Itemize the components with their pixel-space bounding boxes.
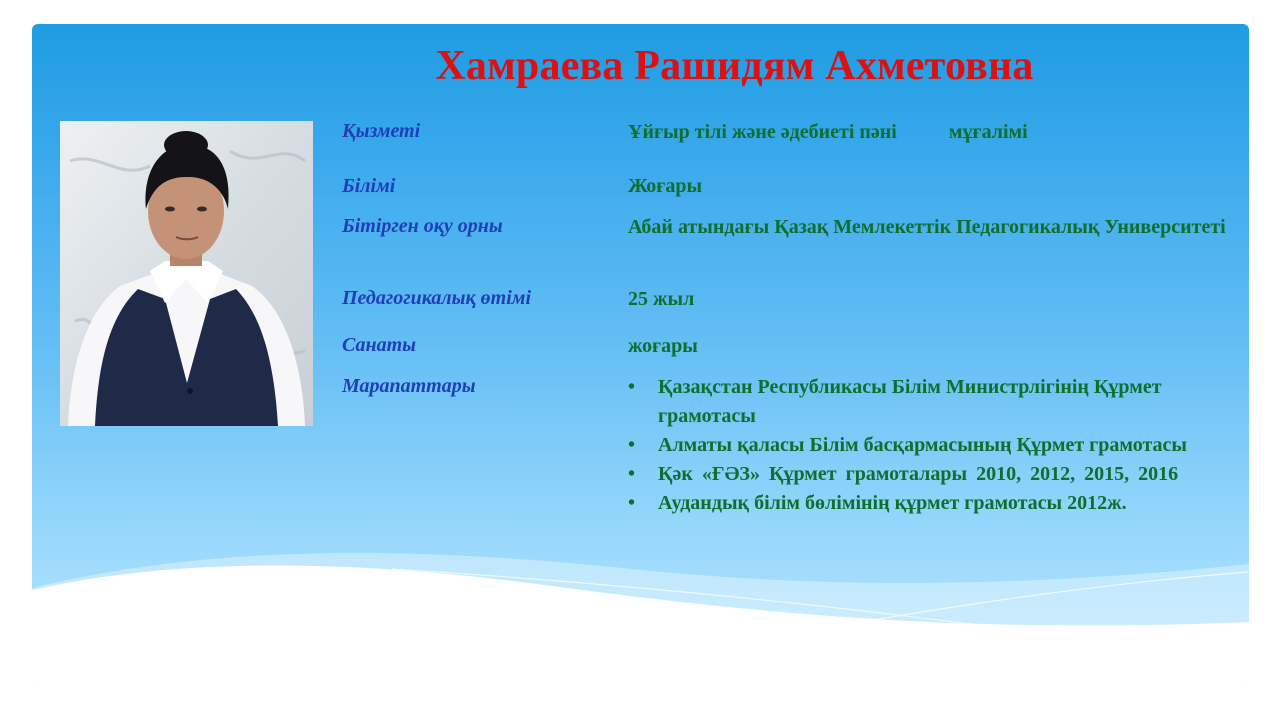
value-institution: Абай атындағы Қазақ Мемлекеттік Педагогикалық Университеті: [628, 216, 1226, 238]
award-item: • Аудандық білім бөлімінің құрмет грамотасы 2012ж.: [628, 489, 1228, 518]
label-category: Санаты: [342, 334, 417, 356]
value-experience: 25 жыл: [628, 288, 695, 310]
value-position-subject: Ұйғыр тілі және әдебиеті пәні: [628, 121, 897, 143]
award-item: • Алматы қаласы Білім басқармасының Құрмет грамотасы: [628, 431, 1228, 460]
teacher-photo: [60, 121, 313, 426]
award-item: • Қәк «ҒӘЗ» Құрмет грамоталары 2010, 2012, 2015, 2016: [628, 460, 1228, 489]
value-position: [628, 118, 1028, 147]
label-awards: Марапаттары: [342, 375, 476, 397]
slide: [32, 24, 1249, 684]
value-education: Жоғары: [628, 175, 703, 197]
award-item: • Қазақстан Республикасы Білім Министрлігінің Құрмет грамотасы: [628, 373, 1228, 431]
label-experience: Педагогикалық өтімі: [342, 287, 532, 309]
label-institution: Бітірген оқу орны: [342, 215, 503, 237]
teacher-name-title: Хамраева Рашидям Ахметовна: [435, 43, 1034, 89]
label-education: Білімі: [342, 175, 396, 197]
label-position: Қызметі: [342, 120, 421, 142]
value-category: жоғары: [628, 335, 698, 357]
awards-list: [628, 373, 1228, 518]
value-position-role: мұғалімі: [948, 121, 1028, 143]
